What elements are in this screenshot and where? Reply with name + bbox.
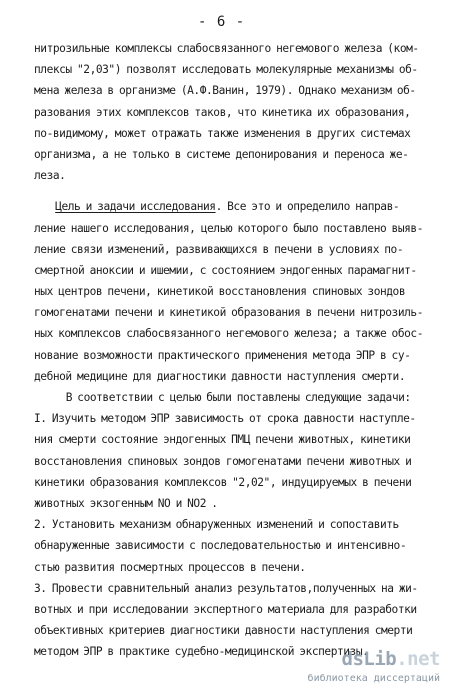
goal-heading: Цель и задачи исследования	[55, 200, 216, 214]
goal-line: дебной медицине для диагностики давности наступления смерти.	[34, 369, 406, 383]
watermark-logo-suffix: .net	[396, 648, 440, 670]
tasks-intro: В соответствии с целью были поставлены следующие задачи:	[34, 391, 411, 404]
task-line: объективных критериев диагностики давности наступления смерти	[34, 624, 413, 638]
goal-line: гомогенатами печени и кинетикой образования в печени нитрозиль-	[34, 306, 423, 320]
body-line: леза.	[34, 169, 66, 183]
watermark-tagline: библиотека диссертаций	[307, 673, 440, 684]
body-line: разования этих комплексов таков, что кинетика их образования,	[34, 105, 411, 119]
task-line: кинетики образования комплексов "2,02", индуцируемых в печени	[34, 475, 412, 489]
body-line: организма, а не только в системе депонирования и переноса же-	[34, 147, 409, 161]
watermark-logo-main: dsLib	[341, 648, 397, 670]
goal-line: нование возможности практического применения метода ЭПР в су-	[34, 348, 411, 362]
body-line: по-видимому, может отражать также изменения в других системах	[34, 126, 411, 140]
goal-line: ление связи изменений, развивающихся в печени в условиях по-	[34, 242, 404, 256]
task-line: обнаруженные зависимости с последовательностью и интенсивно-	[34, 539, 407, 553]
goal-line: ных комплексов слабосвязанного негемового железа; а также обос-	[34, 327, 423, 341]
task-line: 2. Установить механизм обнаруженных изменений и сопоставить	[34, 518, 399, 532]
watermark[interactable]	[300, 648, 440, 682]
goal-line: ных центров печени, кинетикой восстановления спиновых зондов	[34, 285, 406, 299]
task-line: животных экзогенным NO и NO2 .	[34, 496, 218, 510]
goal-first-line-rest: . Все это и определило направ-	[215, 200, 400, 214]
task-line: ния смерти состояние эндогенных ПМЦ печени животных, кинетики	[34, 433, 411, 447]
task-line: методом ЭПР в практике судебно-медицинской экспертизы.	[34, 645, 369, 659]
watermark-logo	[342, 648, 440, 670]
task-line: 3. Провести сравнительный анализ результатов,полученных на жи-	[34, 581, 418, 595]
goal-first-line	[34, 196, 430, 217]
page-number: - 6 -	[198, 14, 246, 30]
goal-line: смертной аноксии и ишемии, с состоянием эндогенных парамагнит-	[34, 263, 417, 277]
task-line: I. Изучить методом ЭПР зависимость от срока давности наступле-	[34, 412, 416, 426]
body-line: нитрозильные комплексы слабосвязанного негемового железа (ком-	[34, 42, 419, 55]
body-line: плексы "2,03") позволят исследовать молекулярные механизмы об-	[34, 63, 418, 77]
task-line: стью развития посмертных процессов в печени.	[34, 560, 306, 574]
goal-line: ление нашего исследования, целью которого было поставлено выяв-	[34, 221, 423, 235]
task-line: восстановления спиновых зондов гомогенатами печени животных и	[34, 454, 412, 468]
body-line: мена железа в организме (А.Ф.Ванин, 1979). Однако механизм об-	[34, 84, 416, 98]
document-body	[34, 38, 430, 662]
task-line: вотных и при исследовании экспертного материала для разработки	[34, 602, 417, 616]
